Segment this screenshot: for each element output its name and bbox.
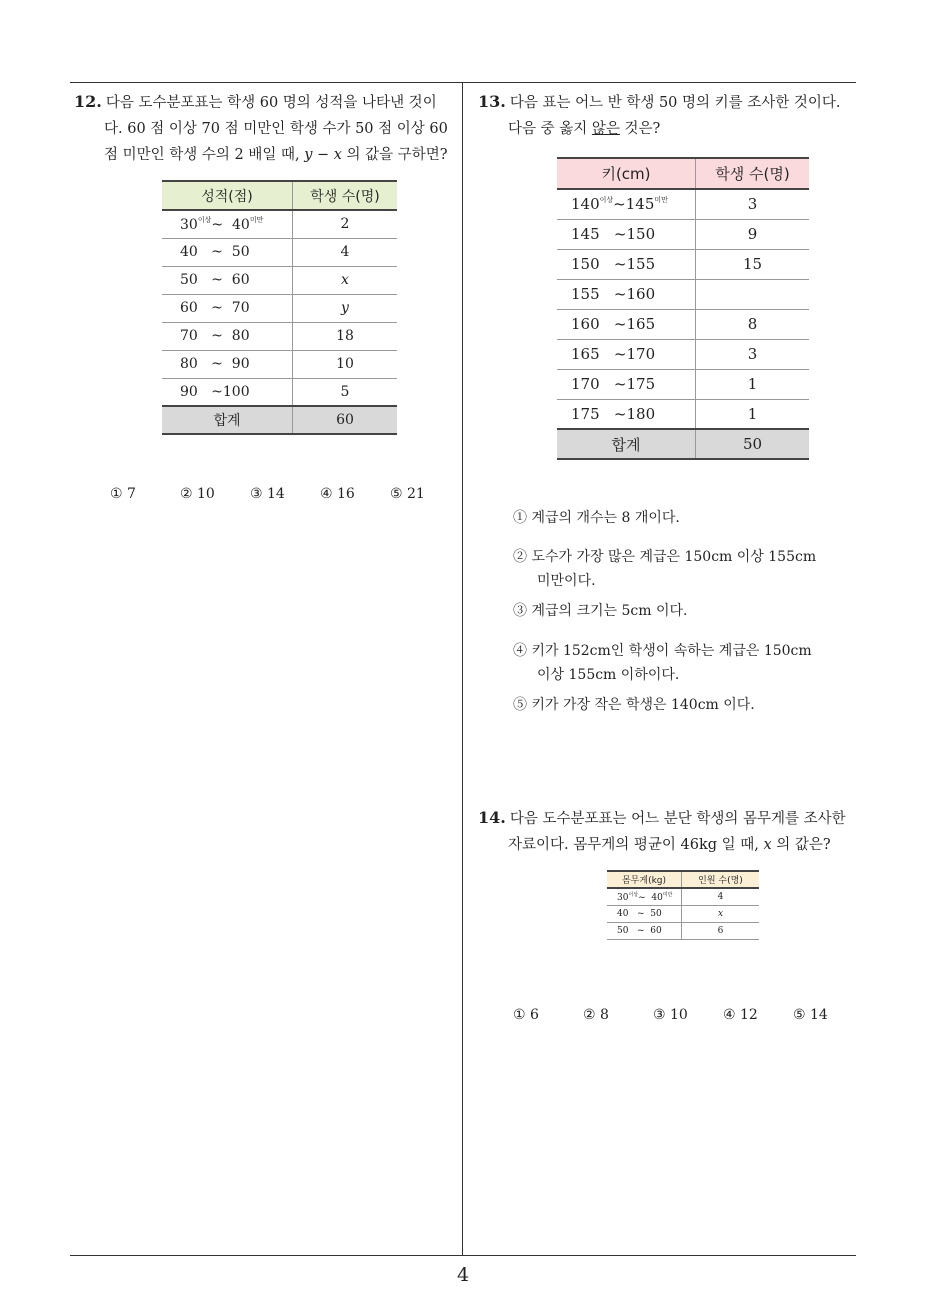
question-number: 13. (478, 92, 506, 111)
count-cell: 6 (682, 922, 760, 939)
table-row (162, 294, 397, 322)
table-total-row (557, 429, 809, 459)
underlined-word: 않은 (591, 121, 620, 137)
frequency-table-height (557, 157, 809, 460)
question-text: 다음 표는 어느 반 학생 50 명의 키를 조사한 것이다. (509, 95, 841, 111)
question-text: 것은? (619, 121, 661, 137)
count-cell: 3 (696, 339, 810, 369)
question-text: 다음 중 옳지 (508, 121, 592, 137)
header-count: 학생 수(명) (696, 158, 810, 189)
count-cell: 2 (293, 210, 398, 238)
question-number: 12. (74, 92, 102, 111)
question-text: 자료이다. 몸무게의 평균이 46kg 일 때, (508, 837, 764, 853)
range-cell: 50 ~ 60 (162, 266, 293, 294)
count-cell: 4 (682, 888, 760, 905)
range-cell: 160 ~165 (557, 309, 696, 339)
header-count: 학생 수(명) (293, 181, 398, 210)
option-4[interactable]: ④ 키가 152cm인 학생이 속하는 계급은 150cm 이상 155cm 이하이다. (513, 643, 812, 683)
header-range: 몸무게(kg) (607, 871, 682, 888)
range-cell: 170 ~175 (557, 369, 696, 399)
range-cell: 50 ~ 60 (607, 922, 682, 939)
count-cell: 4 (293, 238, 398, 266)
table-row (162, 322, 397, 350)
header-count: 인원 수(명) (682, 871, 760, 888)
range-cell: 40 ~ 50 (162, 238, 293, 266)
question-text: 다음 도수분포표는 학생 60 명의 성적을 나타낸 것이 (105, 95, 437, 111)
choice-5[interactable]: ⑤ 21 (390, 486, 425, 502)
range-cell: $30^{이상}\sim$ $40^{미만}$ (607, 888, 682, 905)
count-cell: x (293, 266, 398, 294)
choice-5[interactable]: ⑤ 14 (793, 1007, 828, 1023)
header-range: 키(cm) (557, 158, 696, 189)
table-header-row (557, 158, 809, 189)
total-value: 60 (293, 406, 398, 434)
range-cell: $140^{이상}\sim 145^{미만}$ (557, 189, 696, 219)
count-cell: 15 (696, 249, 810, 279)
total-label: 합계 (557, 429, 696, 459)
range-cell: 155 ~160 (557, 279, 696, 309)
question-number: 14. (478, 808, 506, 827)
choice-4[interactable]: ④ 16 (320, 486, 355, 502)
choice-1[interactable]: ① 7 (110, 486, 136, 502)
range-cell: 60 ~ 70 (162, 294, 293, 322)
count-cell: x (682, 905, 760, 922)
question-text: 다음 도수분포표는 어느 분단 학생의 몸무게를 조사한 (509, 811, 846, 827)
table-row (162, 350, 397, 378)
range-cell: $30^{이상}\sim$ $40^{미만}$ (162, 210, 293, 238)
table-row (557, 309, 809, 339)
choice-3[interactable]: ③ 14 (250, 486, 285, 502)
option-3[interactable]: ③ 계급의 크기는 5cm 이다. (513, 603, 688, 619)
table-total-row (162, 406, 397, 434)
table-row (162, 266, 397, 294)
count-cell: y (293, 294, 398, 322)
table-row (557, 249, 809, 279)
table-row (557, 189, 809, 219)
count-cell: 3 (696, 189, 810, 219)
table-row (557, 339, 809, 369)
table-header-row (162, 181, 397, 210)
variable-x: x (763, 837, 772, 853)
table-row (162, 210, 397, 238)
count-cell: 1 (696, 369, 810, 399)
range-cell: 80 ~ 90 (162, 350, 293, 378)
count-cell: 10 (293, 350, 398, 378)
table-header-row (607, 871, 759, 888)
count-cell (696, 279, 810, 309)
table-row (162, 378, 397, 406)
choice-1[interactable]: ① 6 (513, 1007, 539, 1023)
choice-4[interactable]: ④ 12 (723, 1007, 758, 1023)
question-text: 다. 60 점 이상 70 점 미만인 학생 수가 50 점 이상 60 (104, 121, 448, 137)
option-1[interactable]: ① 계급의 개수는 8 개이다. (513, 510, 680, 526)
choice-3[interactable]: ③ 10 (653, 1007, 688, 1023)
answer-choices-12 (110, 486, 425, 502)
table-row (557, 279, 809, 309)
count-cell: 5 (293, 378, 398, 406)
column-divider (462, 82, 463, 1256)
count-cell: 9 (696, 219, 810, 249)
top-rule (70, 82, 856, 83)
total-label: 합계 (162, 406, 293, 434)
page-number: 4 (456, 1264, 470, 1286)
question-text: 의 값을 구하면? (341, 147, 448, 163)
frequency-table-grades (162, 180, 397, 435)
answer-choices-14 (513, 1007, 828, 1023)
table-row (557, 399, 809, 429)
question-13 (478, 89, 841, 142)
table-row (607, 888, 759, 905)
range-cell: 90 ~100 (162, 378, 293, 406)
bottom-rule (70, 1255, 856, 1256)
table-row (162, 238, 397, 266)
question-12 (74, 89, 448, 168)
range-cell: 70 ~ 80 (162, 322, 293, 350)
range-cell: 175 ~180 (557, 399, 696, 429)
question-text: 의 값은? (771, 837, 831, 853)
total-value: 50 (696, 429, 810, 459)
question-14 (478, 805, 846, 858)
question-text: 점 미만인 학생 수의 2 배일 때, (104, 147, 305, 163)
count-cell: 18 (293, 322, 398, 350)
table-row (607, 922, 759, 939)
range-cell: 145 ~150 (557, 219, 696, 249)
range-cell: 40 ~ 50 (607, 905, 682, 922)
count-cell: 8 (696, 309, 810, 339)
option-2[interactable]: ② 도수가 가장 많은 계급은 150cm 이상 155cm 미만이다. (513, 549, 817, 589)
table-row (607, 905, 759, 922)
table-row (557, 219, 809, 249)
choice-2[interactable]: ② 8 (583, 1007, 609, 1023)
option-5[interactable]: ⑤ 키가 가장 작은 학생은 140cm 이다. (513, 697, 755, 713)
range-cell: 150 ~155 (557, 249, 696, 279)
table-row (557, 369, 809, 399)
frequency-table-weight (607, 870, 759, 940)
choice-2[interactable]: ② 10 (180, 486, 215, 502)
header-range: 성적(점) (162, 181, 293, 210)
range-cell: 165 ~170 (557, 339, 696, 369)
variable-expression: y − x (304, 147, 342, 163)
count-cell: 1 (696, 399, 810, 429)
